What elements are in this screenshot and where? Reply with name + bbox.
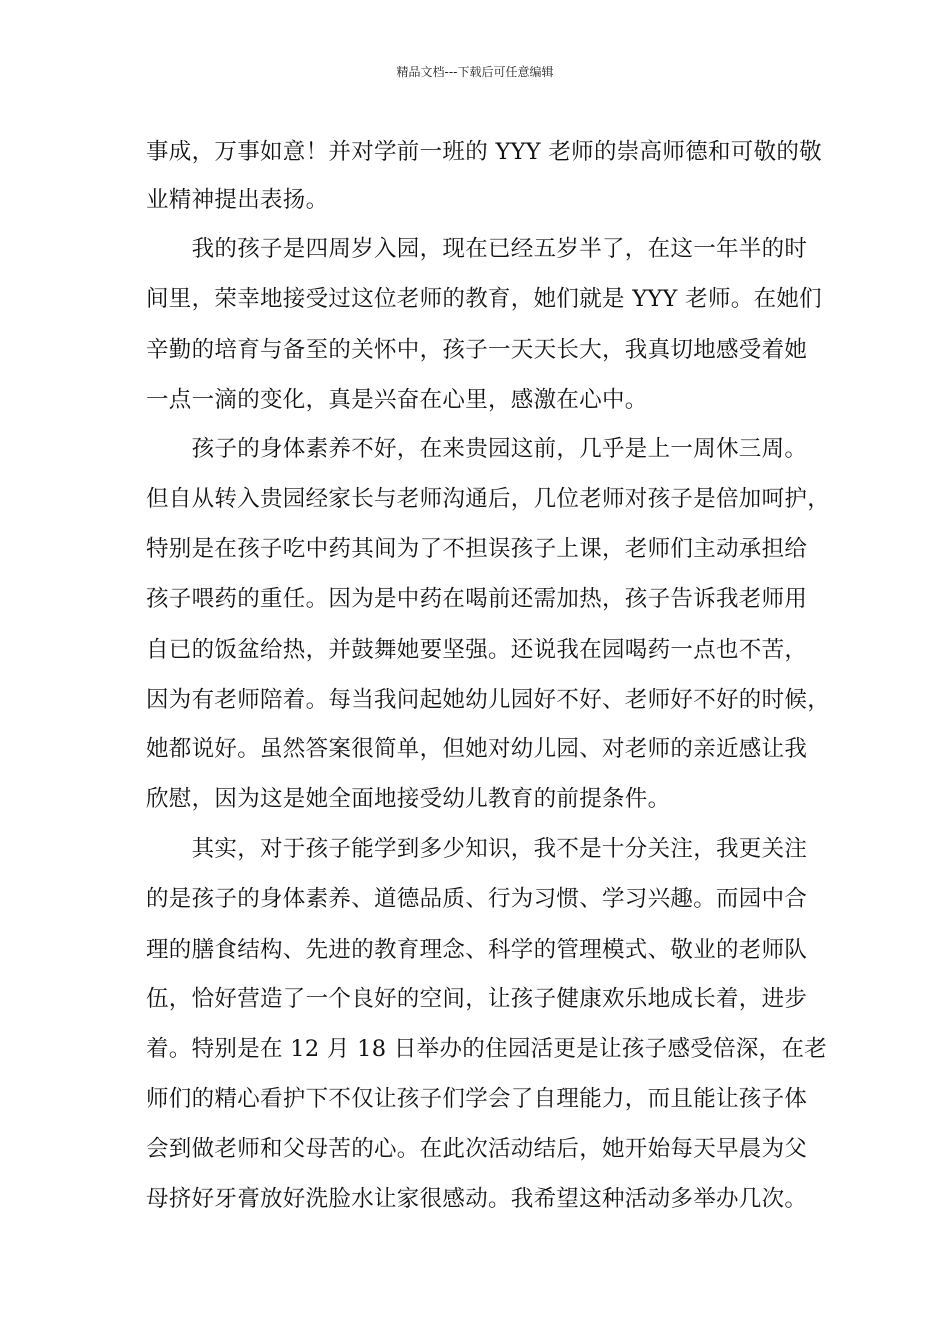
body-line: 辛勤的培育与备至的关怀中，孩子一天天长大，我真切地感受着她 <box>146 337 808 363</box>
body-line: 其实，对于孩子能学到多少知识，我不是十分关注，我更关注 <box>146 836 808 862</box>
body-line: 理的膳食结构、先进的教育理念、科学的管理模式、敬业的老师队 <box>146 937 808 963</box>
body-line: 着。特别是在 12 月 18 日举办的住园活更是让孩子感受倍深，在老 <box>146 1036 828 1062</box>
body-line: 业精神提出表扬。 <box>146 187 329 213</box>
body-line: 但自从转入贵园经家长与老师沟通后，几位老师对孩子是倍加呵护， <box>146 486 831 512</box>
body-line: 我的孩子是四周岁入园，现在已经五岁半了，在这一年半的时 <box>146 236 808 262</box>
body-line: 母挤好牙膏放好洗脸水让家很感动。我希望这种活动多举办几次。 <box>146 1186 808 1212</box>
body-line: 孩子喂药的重任。因为是中药在喝前还需加热，孩子告诉我老师用 <box>146 586 808 612</box>
body-line: 间里，荣幸地接受过这位老师的教育，她们就是 YYY 老师。在她们 <box>146 286 822 312</box>
body-line: 孩子的身体素养不好，在来贵园这前，几乎是上一周休三周。 <box>146 436 808 462</box>
body-line: 一点一滴的变化，真是兴奋在心里，感激在心中。 <box>146 387 648 413</box>
body-line: 欣慰，因为这是她全面地接受幼儿教育的前提条件。 <box>146 786 671 812</box>
page-header: 精品文档---下载后可任意编辑 <box>396 65 554 79</box>
body-line: 会到做老师和父母苦的心。在此次活动结后，她开始每天早晨为父 <box>146 1136 808 1162</box>
body-line: 她都说好。虽然答案很简单，但她对幼儿园、对老师的亲近感让我 <box>146 736 808 762</box>
body-line: 伍，恰好营造了一个良好的空间，让孩子健康欢乐地成长着，进步 <box>146 986 808 1012</box>
body-line: 事成，万事如意！并对学前一班的 YYY 老师的崇高师德和可敬的敬 <box>146 139 822 165</box>
body-line: 师们的精心看护下不仅让孩子们学会了自理能力，而且能让孩子体 <box>146 1086 808 1112</box>
body-line: 因为有老师陪着。每当我问起她幼儿园好不好、老师好不好的时候， <box>146 687 831 713</box>
body-line: 的是孩子的身体素养、道德品质、行为习惯、学习兴趣。而园中合 <box>146 886 808 912</box>
body-line: 自已的饭盆给热，并鼓舞她要坚强。还说我在园喝药一点也不苦， <box>146 637 808 663</box>
body-line: 特别是在孩子吃中药其间为了不担误孩子上课，老师们主动承担给 <box>146 536 808 562</box>
